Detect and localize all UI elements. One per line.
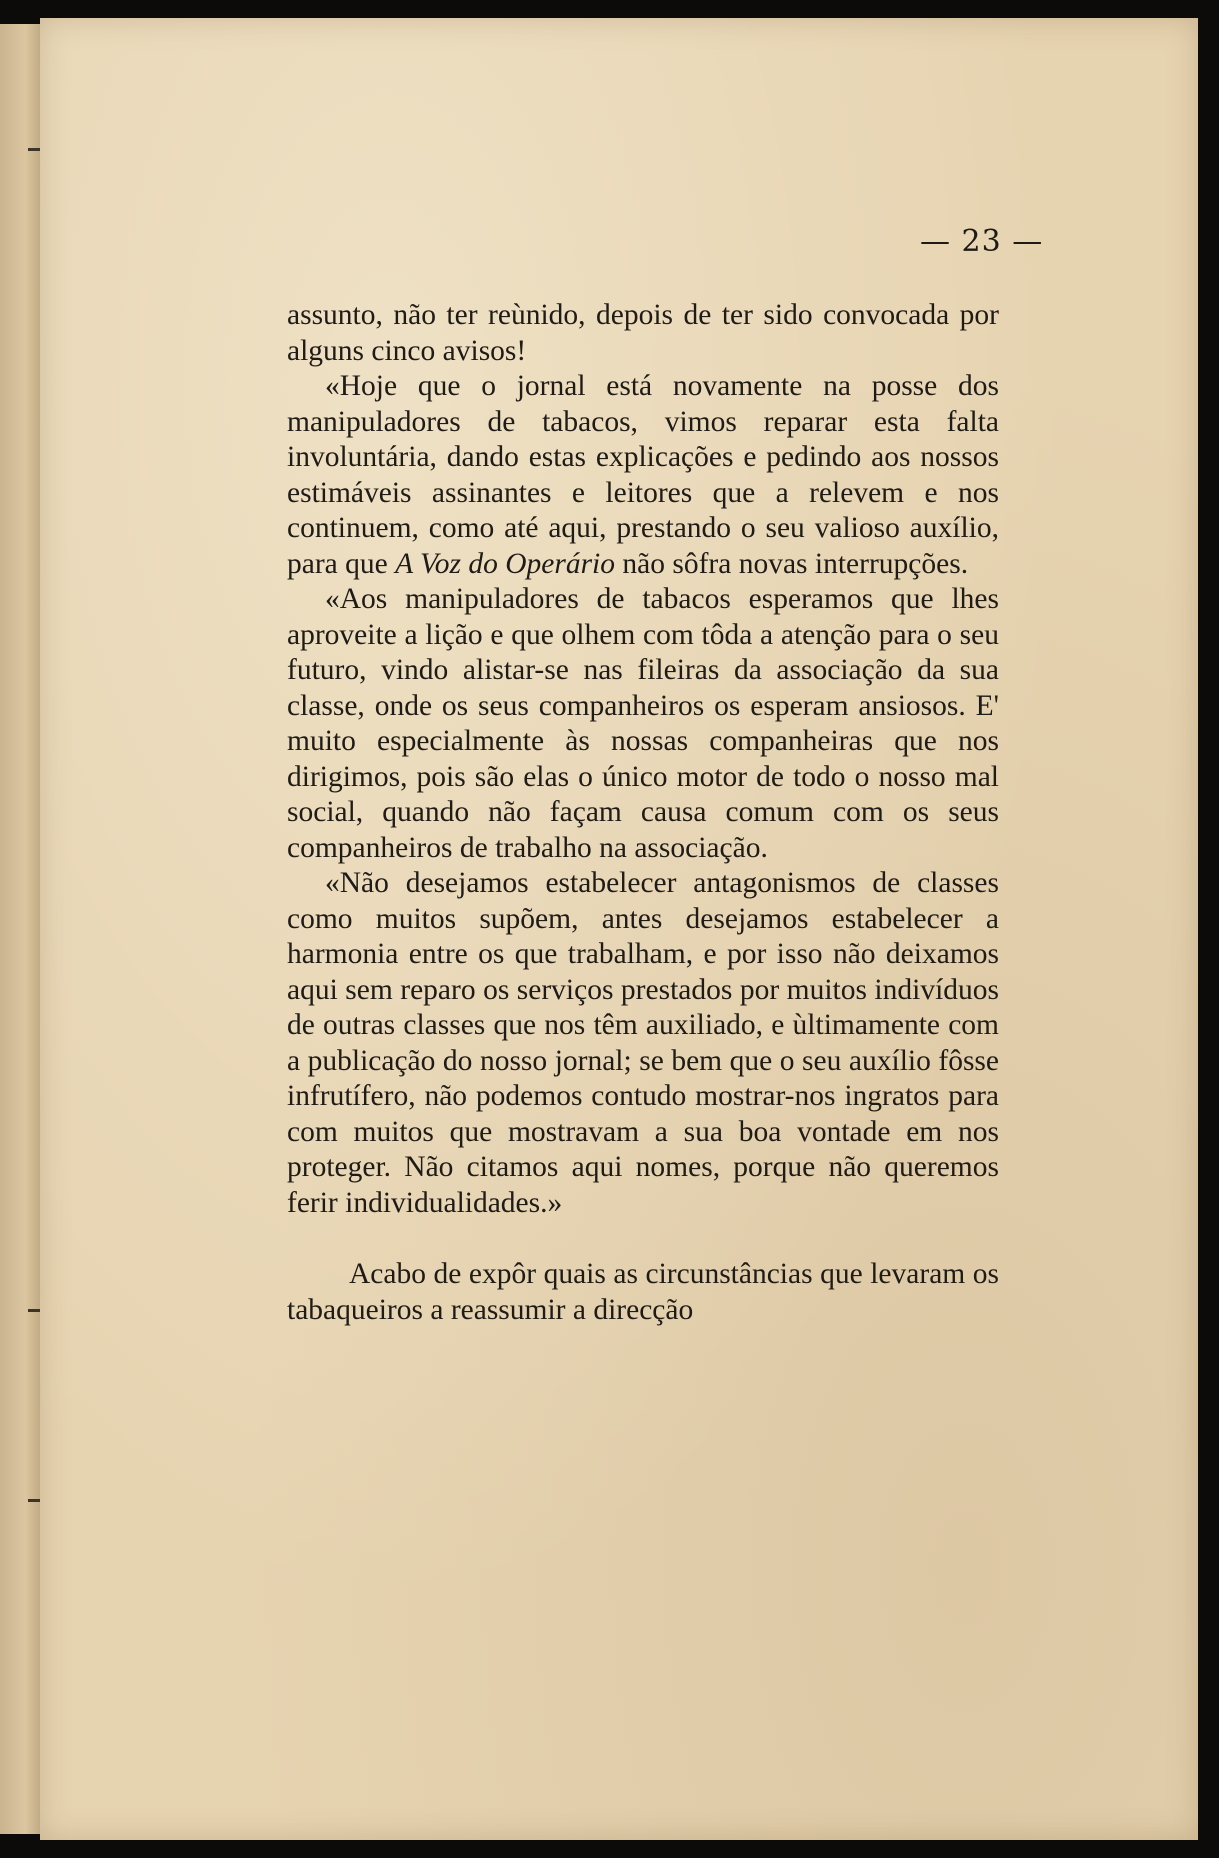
body-text [287, 298, 999, 1328]
paragraph-1: assunto, não ter reùnido, depois de ter sido convocada por alguns cinco avisos! [287, 299, 999, 367]
paragraph-2-tail: não sôfra novas interrupções. [615, 547, 969, 580]
newspaper-title: A Voz do Operário [395, 547, 616, 580]
paragraph-3: «Aos manipuladores de tabacos esperamos que lhes aproveite a lição e que olhem com tôda a atenção para o seu futuro, vindo alistar-se nas fileiras da associação da sua classe, onde os seus companheiros os esperam ansiosos. E' muito especialmente às nossas companheiras que nos dirigimos, pois são elas o único motor de todo o nosso mal social, quando não façam causa comum com os seus companheiros de trabalho na associação. [287, 583, 999, 864]
page-number: — 23 — [920, 224, 1044, 259]
paragraph-4: «Não desejamos estabelecer antagonismos de classes como muitos supõem, antes desejamos estabelecer a harmonia entre os que trabalham, e por isso não deixamos aqui sem reparo os serviços prestados por muitos indivíduos de outras classes que nos têm auxiliado, e ùltimamente com a publicação do nosso jornal; se bem que o seu auxílio fôsse infrutífero, não podemos contudo mostrar-nos ingratos para com muitos que mostravam a sua boa vontade em nos proteger. Não citamos aqui nomes, porque não queremos ferir individualidades.» [287, 867, 999, 1219]
binding-edge [0, 24, 43, 1834]
paragraph-2 [287, 369, 999, 582]
paragraph-2-text: «Hoje que o jornal está novamente na posse dos manipuladores de tabacos, vimos reparar esta falta involuntária, dando estas explicações e pedindo aos nossos estimáveis assinantes e leitores que a relevem e nos continuem, como até aqui, prestando o seu valioso auxílio, para que [287, 370, 999, 580]
paragraph-5: Acabo de expôr quais as circunstâncias que levaram os tabaqueiros a reassumir a direcção [287, 1258, 999, 1326]
